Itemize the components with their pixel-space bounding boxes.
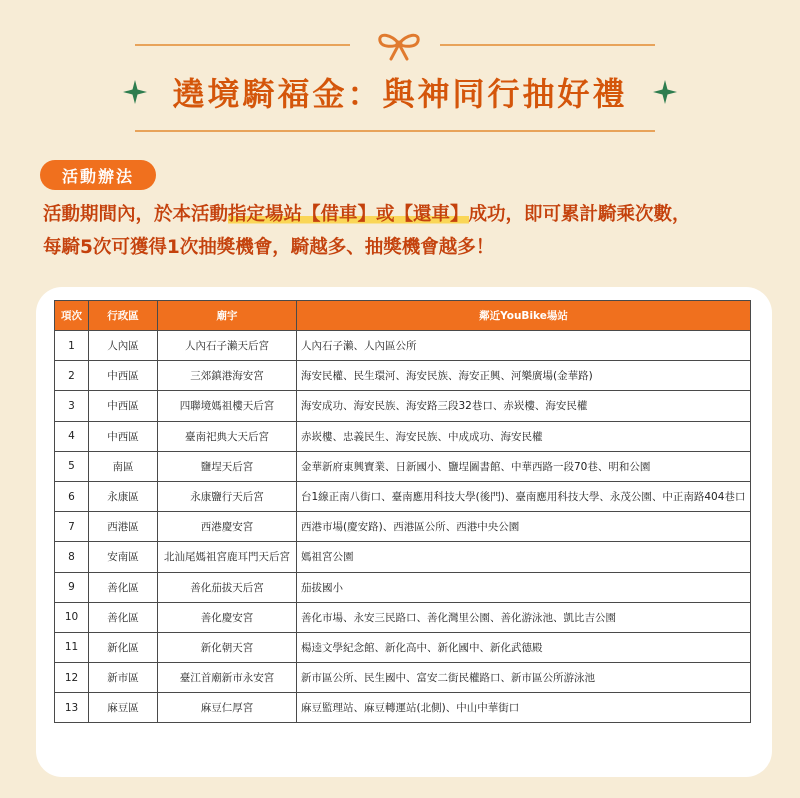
stations-cell: 人內石子瀨、人內區公所 [297,331,751,361]
description-line-1 [43,198,783,231]
district-cell: 善化區 [89,572,158,602]
description-text: 成功，即可累計騎乘次數， [468,204,691,225]
four-point-star-icon [122,79,148,105]
district-cell: 新化區 [89,632,158,662]
table-row [55,512,751,542]
activity-description [43,198,783,264]
temple-cell: 鹽埕天后宮 [158,451,297,481]
temple-cell: 人內石子瀨天后宮 [158,331,297,361]
temple-cell: 三郊鎮港海安宮 [158,361,297,391]
temple-cell: 臺南祀典大天后宮 [158,421,297,451]
temple-cell: 臺江首廟新市永安宮 [158,663,297,693]
temple-cell: 北汕尾媽祖宮鹿耳門天后宮 [158,542,297,572]
district-cell: 中西區 [89,391,158,421]
header-decor-line-left [135,44,350,46]
stations-cell: 赤崁樓、忠義民生、海安民族、中成成功、海安民權 [297,421,751,451]
title-row [0,65,800,119]
table-row [55,331,751,361]
row-number: 7 [55,512,89,542]
header-decor-line-right [440,44,655,46]
district-cell: 西港區 [89,512,158,542]
stations-cell: 善化市場、永安三民路口、善化灣里公園、善化游泳池、凱比吉公園 [297,602,751,632]
row-number: 12 [55,663,89,693]
district-cell: 人內區 [89,331,158,361]
temple-cell: 麻豆仁厚宮 [158,693,297,723]
description-highlight: 指定場站【借車】或【還車】 [228,204,469,225]
district-cell: 新市區 [89,663,158,693]
temple-cell: 善化茄拔天后宮 [158,572,297,602]
stations-cell: 金華新府東興寶業、日新國小、鹽埕圖書館、中華西路一段70巷、明和公園 [297,451,751,481]
four-point-star-icon [652,79,678,105]
page-title: 遶境騎福金：與神同行抽好禮 [172,75,628,113]
description-text: 活動期間內，於本活動 [43,204,229,225]
district-cell: 中西區 [89,421,158,451]
row-number: 10 [55,602,89,632]
table-row [55,361,751,391]
row-number: 9 [55,572,89,602]
table-header-row [55,301,751,331]
table-row [55,421,751,451]
table-row [55,632,751,662]
stations-cell: 海安成功、海安民族、海安路三段32巷口、赤崁樓、海安民權 [297,391,751,421]
header-decor-line-bottom [135,130,655,132]
table-row [55,663,751,693]
stations-cell: 新市區公所、民生國中、富安二街民權路口、新市區公所游泳池 [297,663,751,693]
row-number: 4 [55,421,89,451]
table-row [55,391,751,421]
temple-cell: 西港慶安宮 [158,512,297,542]
row-number: 5 [55,451,89,481]
section-badge: 活動辦法 [40,160,156,190]
row-number: 11 [55,632,89,662]
table-row [55,451,751,481]
stations-cell: 楊逵文學紀念館、新化高中、新化國中、新化武德殿 [297,632,751,662]
district-cell: 麻豆區 [89,693,158,723]
column-header: 項次 [55,301,89,331]
row-number: 6 [55,481,89,511]
district-cell: 善化區 [89,602,158,632]
stations-cell: 茄拔國小 [297,572,751,602]
ribbon-bow-icon [364,28,434,62]
district-cell: 安南區 [89,542,158,572]
temple-cell: 善化慶安宮 [158,602,297,632]
table-row [55,572,751,602]
district-cell: 永康區 [89,481,158,511]
temple-cell: 永康鹽行天后宮 [158,481,297,511]
table-row [55,481,751,511]
district-cell: 中西區 [89,361,158,391]
column-header: 行政區 [89,301,158,331]
row-number: 8 [55,542,89,572]
row-number: 2 [55,361,89,391]
district-cell: 南區 [89,451,158,481]
temple-cell: 四聯境媽祖樓天后宮 [158,391,297,421]
table-row [55,602,751,632]
table-row [55,542,751,572]
description-line-2: 每騎5次可獲得1次抽獎機會，騎越多、抽獎機會越多！ [43,237,495,258]
table-row [55,693,751,723]
stations-cell: 麻豆監理站、麻豆轉運站(北側)、中山中華街口 [297,693,751,723]
row-number: 13 [55,693,89,723]
column-header: 廟宇 [158,301,297,331]
stations-cell: 西港市場(慶安路)、西港區公所、西港中央公園 [297,512,751,542]
station-table [54,300,751,723]
stations-cell: 媽祖宮公園 [297,542,751,572]
row-number: 3 [55,391,89,421]
temple-cell: 新化朝天宮 [158,632,297,662]
stations-cell: 海安民權、民生環河、海安民族、海安正興、河樂廣場(金華路) [297,361,751,391]
column-header: 鄰近YouBike場站 [297,301,751,331]
row-number: 1 [55,331,89,361]
stations-cell: 台1線正南八街口、臺南應用科技大學(後門)、臺南應用科技大學、永茂公園、中正南路404巷口 [297,481,751,511]
